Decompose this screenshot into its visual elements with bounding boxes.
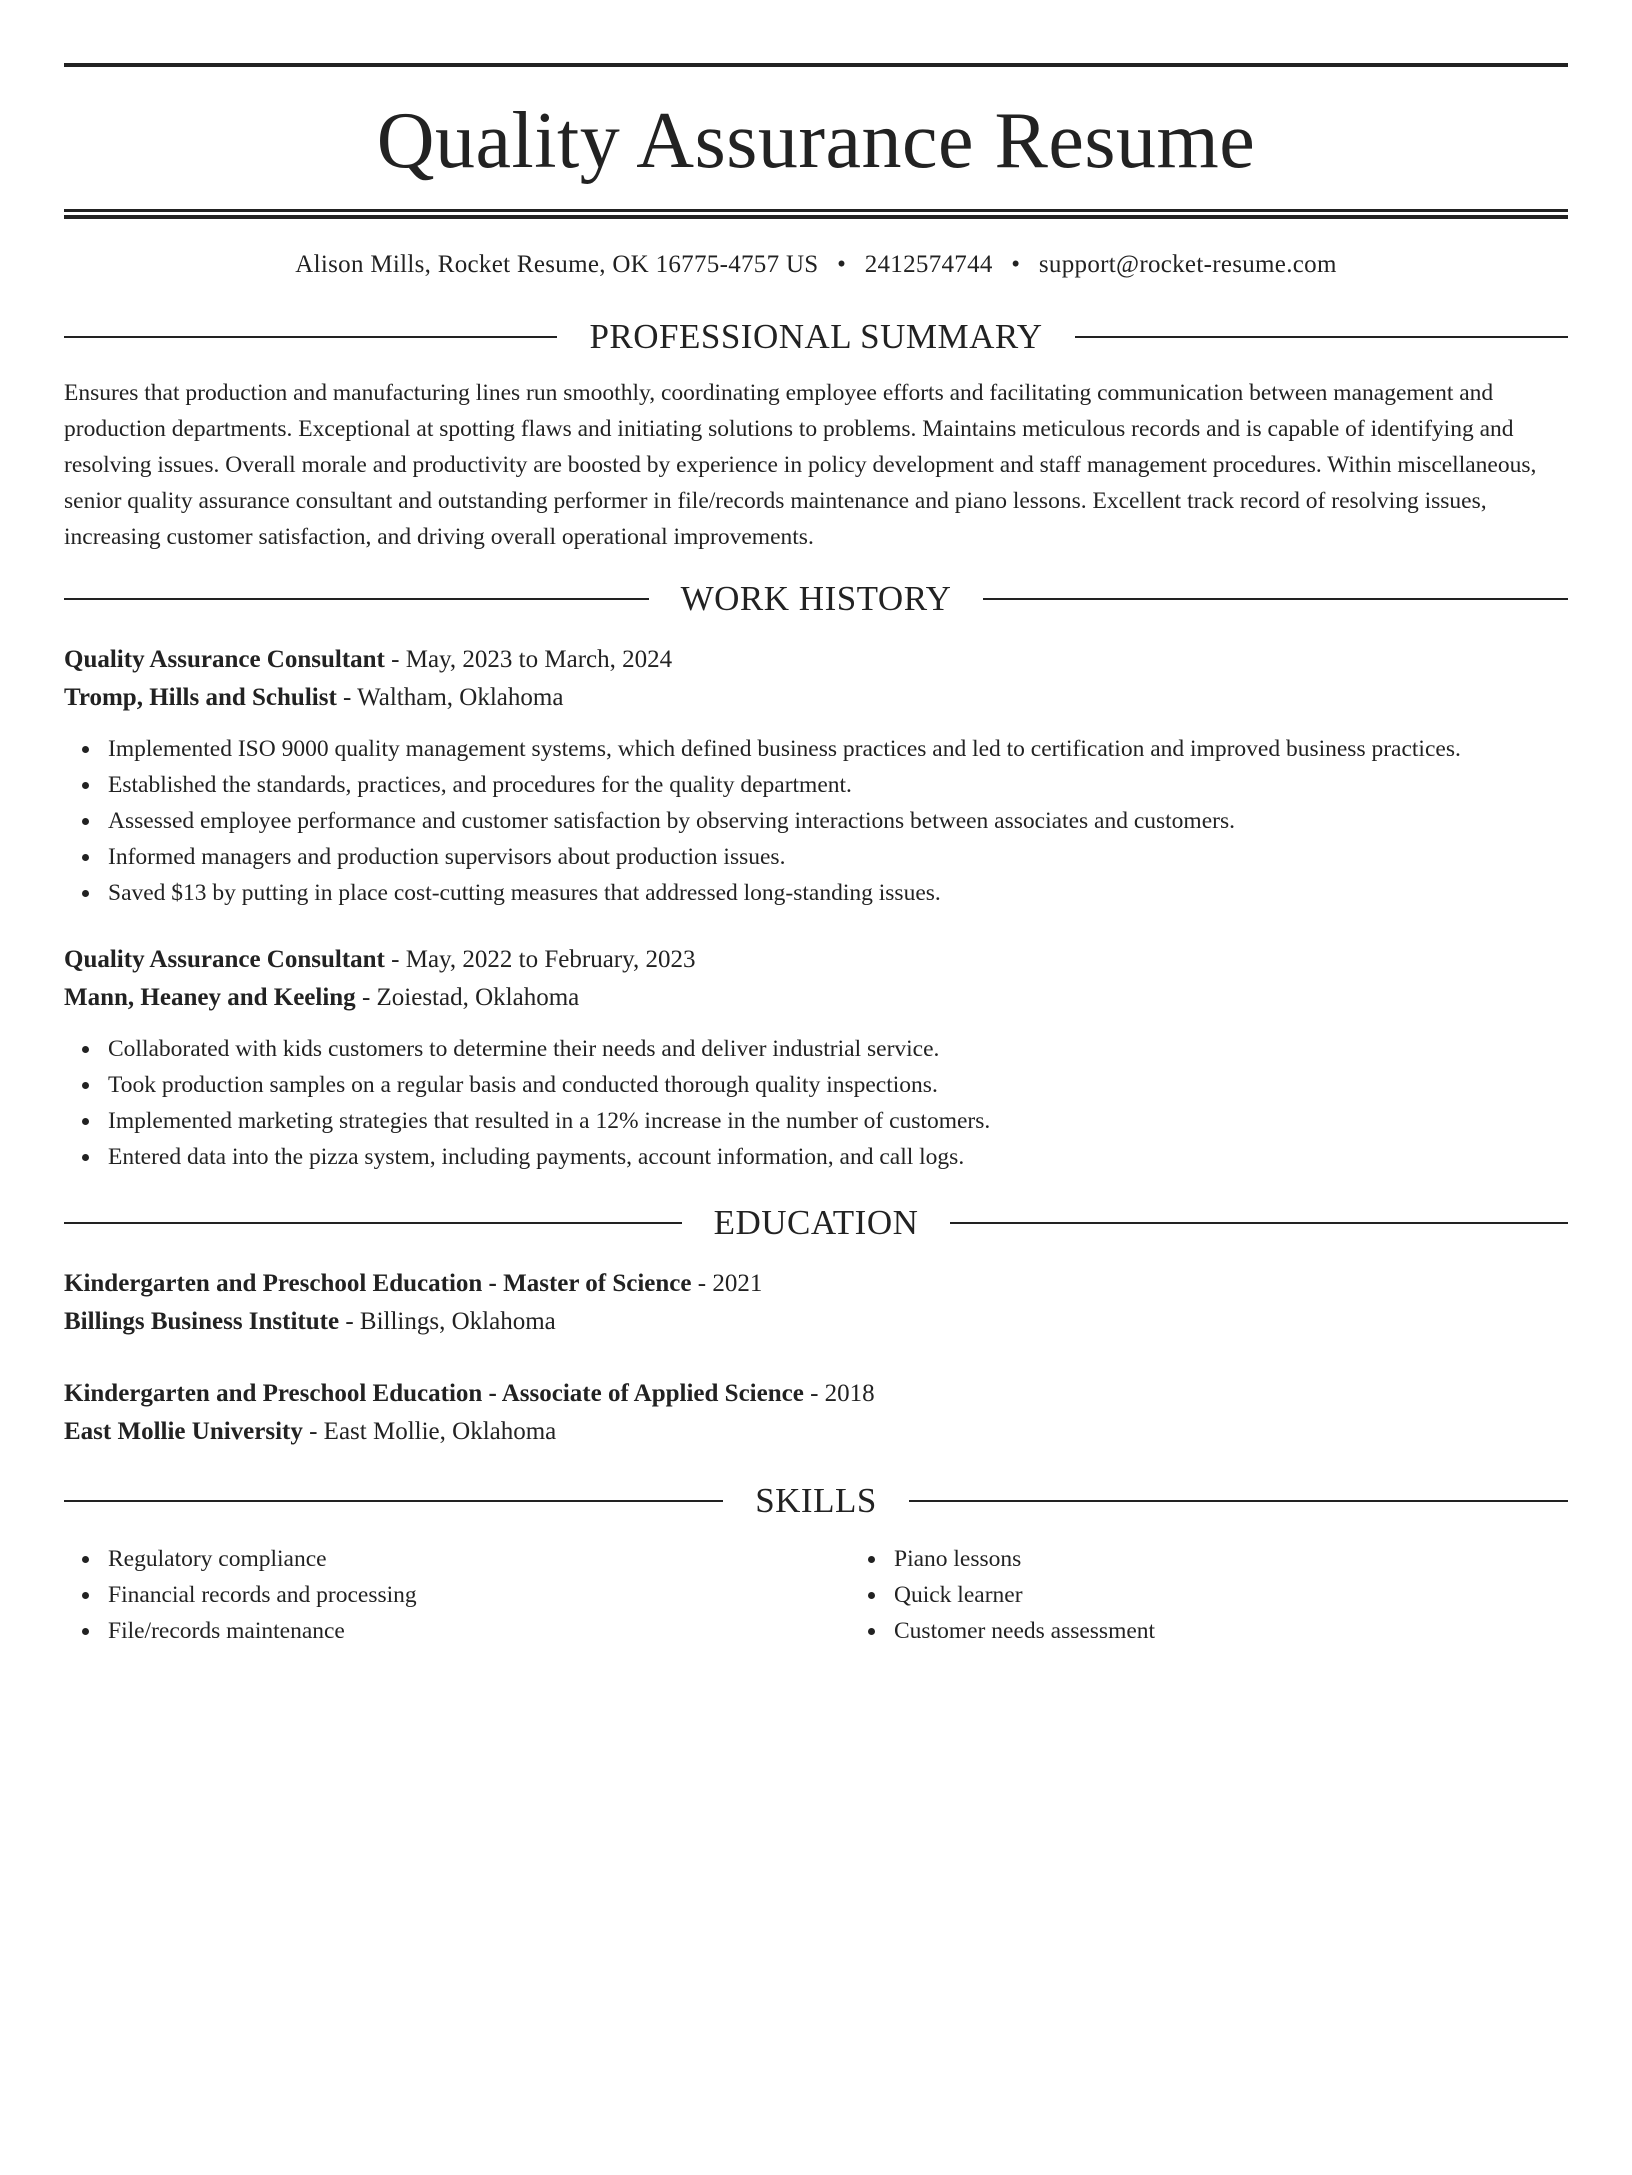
job-dates: - May, 2023 to March, 2024 (384, 646, 673, 673)
section-title: SKILLS (755, 1481, 877, 1520)
job-title-line (64, 641, 1568, 679)
job-bullets (64, 731, 1568, 911)
education-year: - 2021 (691, 1270, 763, 1297)
list-item: Informed managers and production supervisors about production issues. (108, 839, 1568, 875)
title-double-rule (64, 209, 1568, 219)
job-company-line (64, 979, 1568, 1017)
skills-column-left (64, 1541, 850, 1649)
job-company: Mann, Heaney and Keeling (64, 984, 356, 1011)
skill-item: Customer needs assessment (894, 1613, 1632, 1649)
heading-rule (983, 598, 1568, 600)
job-location: - Waltham, Oklahoma (336, 684, 564, 711)
list-item: Implemented ISO 9000 quality management systems, which defined business practices and led to certification and improved business practices. (108, 731, 1568, 767)
education-school: Billings Business Institute (64, 1308, 340, 1335)
education-entry (64, 1265, 1568, 1341)
skill-item: Piano lessons (894, 1541, 1632, 1577)
skill-item: Financial records and processing (108, 1577, 850, 1613)
education-year: - 2018 (803, 1380, 875, 1407)
job-company: Tromp, Hills and Schulist (64, 684, 337, 711)
heading-rule (64, 1500, 723, 1502)
skill-item: Quick learner (894, 1577, 1632, 1613)
list-item: Saved $13 by putting in place cost-cutting measures that addressed long-standing issues. (108, 875, 1568, 911)
heading-rule (950, 1222, 1568, 1224)
list-item: Took production samples on a regular basis and conducted thorough quality inspections. (108, 1067, 1568, 1103)
list-item: Established the standards, practices, and procedures for the quality department. (108, 767, 1568, 803)
job-entry (64, 641, 1568, 911)
section-title: PROFESSIONAL SUMMARY (589, 317, 1043, 356)
list-item: Assessed employee performance and customer satisfaction by observing interactions between associates and customers. (108, 803, 1568, 839)
section-title: WORK HISTORY (680, 579, 952, 618)
skill-item: File/records maintenance (108, 1613, 850, 1649)
job-title-line (64, 941, 1568, 979)
education-school: East Mollie University (64, 1418, 303, 1445)
contact-separator: • (837, 251, 847, 278)
heading-rule (64, 336, 557, 338)
section-title: EDUCATION (713, 1203, 919, 1242)
list-item: Entered data into the pizza system, including payments, account information, and call logs. (108, 1139, 1568, 1175)
education-school-line (64, 1413, 1568, 1451)
education-degree-line (64, 1375, 1568, 1413)
job-company-line (64, 679, 1568, 717)
education-entry (64, 1375, 1568, 1451)
job-dates: - May, 2022 to February, 2023 (384, 946, 696, 973)
contact-separator: • (1011, 251, 1021, 278)
job-title: Quality Assurance Consultant (64, 646, 385, 673)
list-item: Collaborated with kids customers to determine their needs and deliver industrial service. (108, 1031, 1568, 1067)
section-heading-work-history (64, 577, 1568, 621)
list-item: Implemented marketing strategies that resulted in a 12% increase in the number of customers. (108, 1103, 1568, 1139)
education-degree: Kindergarten and Preschool Education - Associate of Applied Science (64, 1380, 804, 1407)
heading-rule (64, 598, 649, 600)
skills-column-right (850, 1541, 1632, 1649)
section-heading-summary (64, 315, 1568, 359)
resume-page (0, 63, 1632, 2175)
education-school-line (64, 1303, 1568, 1341)
job-location: - Zoiestad, Oklahoma (355, 984, 580, 1011)
heading-rule (909, 1500, 1568, 1502)
contact-address: Alison Mills, Rocket Resume, OK 16775-4757 US (295, 251, 819, 278)
skills-list (64, 1541, 1568, 1649)
contact-line (64, 249, 1568, 281)
resume-title: Quality Assurance Resume (376, 97, 1256, 185)
heading-rule (64, 1222, 682, 1224)
heading-rule (1075, 336, 1568, 338)
education-degree-line (64, 1265, 1568, 1303)
job-title: Quality Assurance Consultant (64, 946, 385, 973)
skill-item: Regulatory compliance (108, 1541, 850, 1577)
summary-paragraph: Ensures that production and manufacturing lines run smoothly, coordinating employee efforts and facilitating communication between management and production departments. Exceptional at spotting flaws and initiating solutions to problems. Maintains meticulous records and is capable of identifying and resolving issues. Overall morale and productivity are boosted by experience in policy development and staff management procedures. Within miscellaneous, senior quality assurance consultant and outstanding performer in file/records maintenance and piano lessons. Excellent track record of resolving issues, increasing customer satisfaction, and driving overall operational improvements. (64, 380, 1537, 550)
contact-phone: 2412574744 (864, 251, 993, 278)
job-bullets (64, 1031, 1568, 1175)
top-rule (64, 63, 1568, 67)
education-location: - Billings, Oklahoma (339, 1308, 556, 1335)
section-heading-skills (64, 1479, 1568, 1523)
education-location: - East Mollie, Oklahoma (302, 1418, 557, 1445)
education-degree: Kindergarten and Preschool Education - Master of Science (64, 1270, 692, 1297)
contact-email: support@rocket-resume.com (1038, 251, 1337, 278)
section-heading-education (64, 1201, 1568, 1245)
job-entry (64, 941, 1568, 1175)
